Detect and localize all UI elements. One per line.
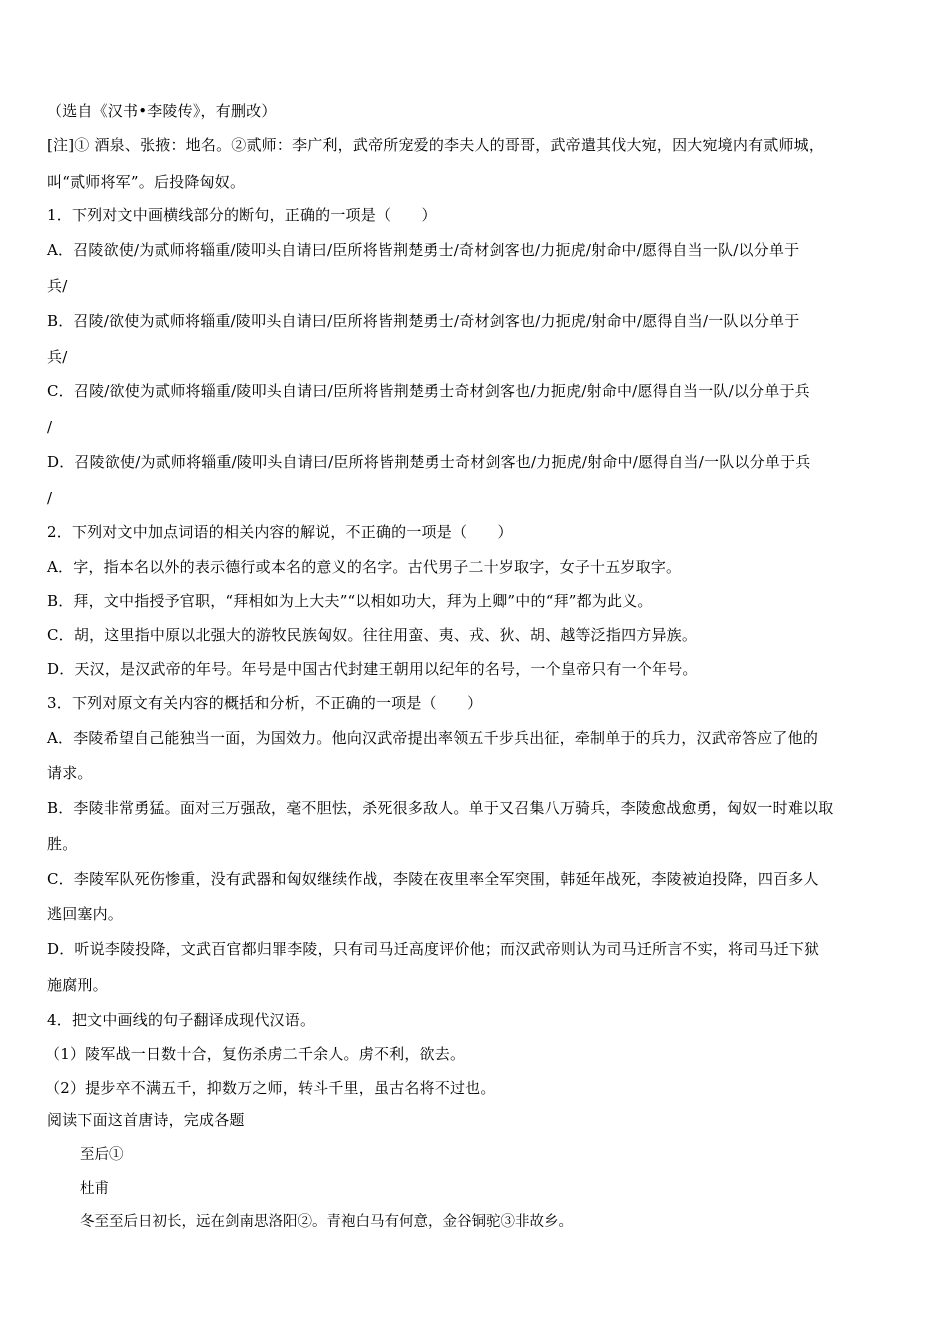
question-1-stem: 1．下列对文中画横线部分的断句，正确的一项是（ ） (47, 206, 437, 224)
question-1-option-c-cont: / (47, 418, 53, 436)
question-2-option-d: D．天汉，是汉武帝的年号。年号是中国古代封建王朝用以纪年的名号，一个皇帝只有一个年号。 (47, 660, 698, 678)
question-3-option-d: D．听说李陵投降，文武百官都归罪李陵，只有司马迁高度评价他；而汉武帝则认为司马迁所言不实，将司马迁下狱 (47, 940, 820, 958)
question-3-option-b: B．李陵非常勇猛。面对三万强敌，毫不胆怯，杀死很多敌人。单于又召集八万骑兵，李陵愈战愈勇，匈奴一时难以取 (47, 799, 834, 817)
question-3-stem: 3．下列对原文有关内容的概括和分析，不正确的一项是（ ） (47, 694, 483, 712)
question-1-option-b-cont: 兵/ (47, 348, 68, 366)
question-1-option-b: B．召陵/欲使为贰师将辎重/陵叩头自请曰/臣所将皆荆楚勇士/奇材剑客也/力扼虎/射命中/愿得自当/一队以分单于 (47, 312, 800, 330)
poem-title: 至后① (80, 1147, 124, 1163)
question-2-option-b: B．拜，文中指授予官职，“拜相如为上大夫”“以相如功大，拜为上卿”中的“拜”都为此义。 (47, 592, 653, 610)
question-2-option-c: C．胡，这里指中原以北强大的游牧民族匈奴。往往用蛮、夷、戎、狄、胡、越等泛指四方异族。 (47, 626, 698, 644)
note-line-1: [注]① 酒泉、张掖：地名。②贰师：李广利，武帝所宠爱的李夫人的哥哥，武帝遣其伐大宛，因大宛境内有贰师城， (47, 136, 825, 154)
question-3-option-a-cont: 请求。 (47, 764, 93, 782)
question-1-option-d-cont: / (47, 489, 53, 507)
poem-author: 杜甫 (80, 1181, 109, 1197)
question-1-option-c: C．召陵/欲使为贰师将辎重/陵叩头自请曰/臣所将皆荆楚勇士奇材剑客也/力扼虎/射命中/愿得自当一队/以分单于兵 (47, 382, 810, 400)
question-2-stem: 2．下列对文中加点词语的相关内容的解说，不正确的一项是（ ） (47, 523, 513, 541)
question-1-option-a: A．召陵欲使/为贰师将辎重/陵叩头自请曰/臣所将皆荆楚勇士/奇材剑客也/力扼虎/射命中/愿得自当一队/以分单于 (47, 241, 800, 259)
question-4-sentence-1: （1）陵军战一日数十合，复伤杀虏二千余人。虏不利，欲去。 (45, 1045, 466, 1063)
question-3-option-b-cont: 胜。 (47, 835, 78, 853)
question-3-option-d-cont: 施腐刑。 (47, 976, 108, 994)
question-1-option-a-cont: 兵/ (47, 277, 68, 295)
note-line-2: 叫“贰师将军”。后投降匈奴。 (47, 173, 246, 191)
question-1-option-d: D．召陵欲使/为贰师将辎重/陵叩头自请曰/臣所将皆荆楚勇士奇材剑客也/力扼虎/射命中/愿得自当/一队以分单于兵 (47, 453, 811, 471)
question-3-option-a: A．李陵希望自己能独当一面，为国效力。他向汉武帝提出率领五千步兵出征，牵制单于的兵力，汉武帝答应了他的 (47, 729, 819, 747)
question-4-stem: 4．把文中画线的句子翻译成现代汉语。 (47, 1011, 316, 1029)
question-3-option-c: C．李陵军队死伤惨重，没有武器和匈奴继续作战，李陵在夜里率全军突围，韩延年战死，李陵被迫投降，四百多人 (47, 870, 819, 888)
question-2-option-a: A．字，指本名以外的表示德行或本名的意义的名字。古代男子二十岁取字，女子十五岁取字。 (47, 558, 682, 576)
poem-line-1: 冬至至后日初长，远在剑南思洛阳②。青袍白马有何意，金谷铜驼③非故乡。 (80, 1214, 573, 1230)
source-citation: （选自《汉书•李陵传》，有删改） (47, 102, 277, 120)
question-3-option-c-cont: 逃回塞内。 (47, 905, 124, 923)
question-4-sentence-2: （2）提步卒不满五千，抑数万之师，转斗千里，虽古名将不过也。 (45, 1079, 496, 1097)
reading-intro: 阅读下面这首唐诗，完成各题 (47, 1111, 245, 1129)
